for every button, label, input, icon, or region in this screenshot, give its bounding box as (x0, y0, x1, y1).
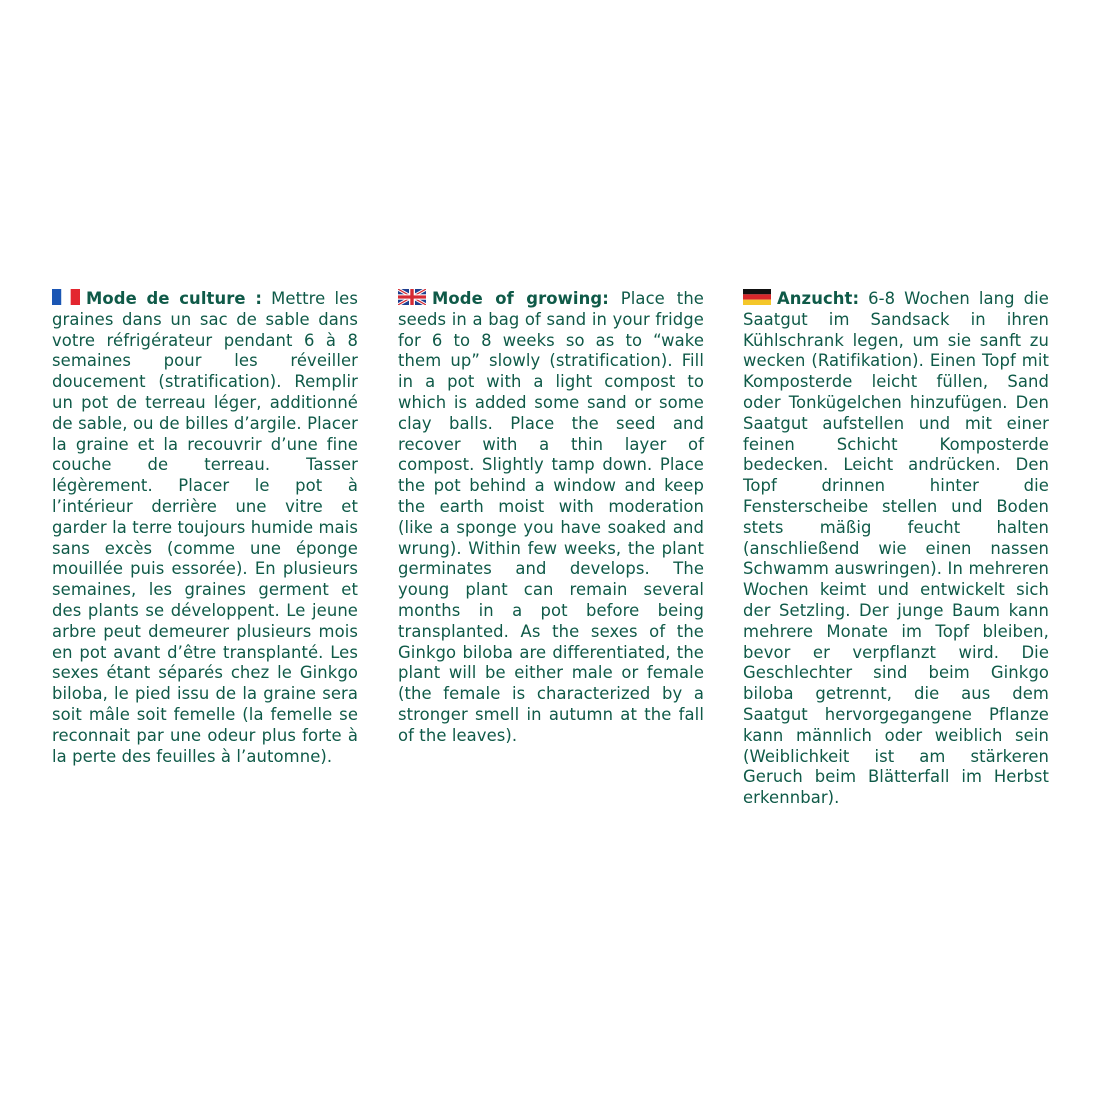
section-heading-german: Anzucht: (777, 289, 860, 308)
section-body-english: Place the seeds in a bag of sand in your fridge for 6 to 8 weeks so as to “wake them up” slowly (stratification). Fill in a pot with a light compost to which is added some sand or some clay balls. Place the seed and recover with a thin layer of compost. Slightly tamp down. Place the pot behind a window and keep the earth moist with moderation (like a sponge you have soaked and wrung). Within few weeks, the plant germinates and develops. The young plant can remain several months in a pot before being transplanted. As the sexes of the Ginkgo biloba are differentiated, the plant will be either male or female (the female is characterized by a stronger smell in autumn at the fall of the leaves). (398, 289, 704, 745)
uk-flag-icon (398, 289, 426, 305)
section-english (398, 289, 704, 747)
section-body-german: 6-8 Wochen lang die Saatgut im Sandsack in ihren Kühlschrank legen, um sie sanft zu wecken (Ratifikation). Einen Topf mit Komposterde leicht füllen, Sand oder Tonkügelchen hinzufügen. Den Saatgut aufstellen und mit einer feinen Schicht Komposterde bedecken. Leicht andrücken. Den Topf drinnen hinter die Fensterscheibe stellen und Boden stets mäßig feucht halten (anschließend wie einen nassen Schwamm auswringen). In mehreren Wochen keimt und entwickelt sich der Setzling. Der junge Baum kann mehrere Monate im Topf bleiben, bevor er verpflanzt wird. Die Geschlechter sind beim Ginkgo biloba getrennt, die aus dem Saatgut hervorgegangene Pflanze kann männlich oder weiblich sein (Weiblichkeit ist am stärkeren Geruch beim Blätterfall im Herbst erkennbar). (743, 289, 1049, 808)
france-flag-icon (52, 289, 80, 305)
section-heading-english: Mode of growing: (432, 289, 609, 308)
section-heading-french: Mode de culture : (86, 289, 262, 308)
section-german (743, 289, 1049, 809)
germany-flag-icon (743, 289, 771, 305)
section-french (52, 289, 358, 767)
section-body-french: Mettre les graines dans un sac de sable dans votre réfrigérateur pendant 6 à 8 semaines pour les réveiller doucement (stratification). Remplir un pot de terreau léger, additionné de sable, ou de billes d’argile. Placer la graine et la recouvrir d’une fine couche de terreau. Tasser légèrement. Placer le pot à l’intérieur derrière une vitre et garder la terre toujours humide mais sans excès (comme une éponge mouillée puis essorée). En plusieurs semaines, les graines germent et des plants se développent. Le jeune arbre peut demeurer plusieurs mois en pot avant d’être transplanté. Les sexes étant séparés chez le Ginkgo biloba, le pied issu de la graine sera soit mâle soit femelle (la femelle se reconnait par une odeur plus forte à la perte des feuilles à l’automne). (52, 289, 358, 766)
